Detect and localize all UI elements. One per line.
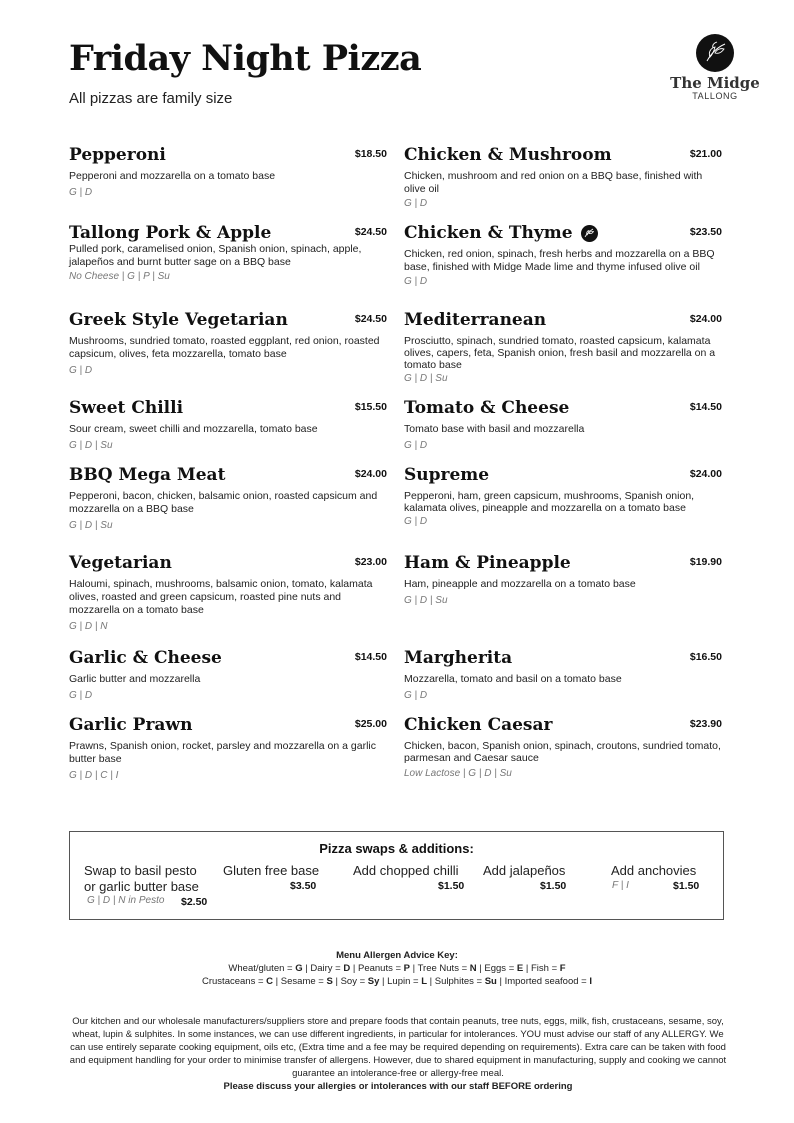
menu-item-price: $25.00 [354,718,387,730]
menu-item [69,145,387,199]
menu-item-price: $24.00 [354,468,387,480]
menu-item-name: Supreme [404,465,490,485]
allergen-code: E [516,963,524,974]
menu-item-name: Pepperoni [69,145,166,165]
menu-item-allergens: G | D | Su [69,520,113,531]
menu-item [69,553,387,633]
menu-item-name: Tallong Pork & Apple [69,223,272,243]
swap-allergens: G | D | N in Pesto [87,895,165,906]
allergen-label: | Lupin = [379,976,422,987]
allergen-code: Su [484,976,497,987]
allergen-code: G [295,963,303,974]
allergen-label: | Fish = [523,963,560,974]
menu-item-allergens: Low Lactose | G | D | Su [404,768,512,779]
swap-label: Add jalapeños [483,863,566,878]
menu-item-allergens: No Cheese | G | P | Su [69,271,170,282]
menu-item-price: $18.50 [354,148,387,160]
allergen-code: F [559,963,566,974]
menu-item-name: Chicken Caesar [404,715,553,735]
allergen-label: | Tree Nuts = [410,963,470,974]
menu-item-name: Sweet Chilli [69,398,184,418]
menu-item-description: Chicken, red onion, spinach, fresh herbs and mozzarella on a BBQ base, finished with Midge Made lime and thyme infused olive oil [404,248,715,273]
menu-item [69,398,387,452]
menu-item [69,648,387,702]
allergen-code: I [589,976,592,987]
allergen-label: | Peanuts = [350,963,404,974]
swap-label: Add chopped chilli [353,863,459,878]
swap-item [223,863,319,879]
menu-item [404,465,722,528]
menu-item [69,223,387,283]
menu-item-name: Garlic & Cheese [69,648,222,668]
allergen-label: | Dairy = [302,963,344,974]
allergen-key-line [0,975,794,988]
swap-label: Swap to basil pesto [84,863,197,878]
menu-item-allergens: G | D [69,365,93,376]
allergen-key-title: Menu Allergen Advice Key: [336,950,458,961]
allergen-key [0,949,794,988]
allergy-disclaimer [66,1015,730,1093]
swap-price: $3.50 [290,880,317,892]
menu-item-description: Pepperoni and mozzarella on a tomato base [69,170,276,182]
menu-item-name [404,223,598,243]
menu-item-name: Greek Style Vegetarian [69,310,288,330]
swap-item [84,863,199,895]
menu-item-allergens: G | D [69,690,93,701]
page-subtitle: All pizzas are family size [69,90,233,107]
menu-item-price: $14.50 [689,401,722,413]
menu-item [69,715,387,782]
menu-item-description: Garlic butter and mozzarella [69,673,201,685]
allergen-code: P [403,963,411,974]
allergen-code: S [326,976,333,987]
menu-item-price: $15.50 [354,401,387,413]
swap-price: $2.50 [181,896,208,908]
swap-price: $1.50 [673,880,700,892]
allergen-label: | Imported seafood = [496,976,590,987]
midge-leaf-icon [581,225,598,242]
allergen-code: N [469,963,477,974]
swap-item [353,863,459,879]
menu-item [404,145,722,210]
allergen-code: Sy [367,976,380,987]
swaps-box [69,831,724,920]
logo [668,34,762,101]
menu-item-price: $14.50 [354,651,387,663]
menu-item-price: $24.50 [354,226,387,238]
menu-item-name: Chicken & Mushroom [404,145,612,165]
menu-item-price: $23.00 [354,556,387,568]
menu-item-allergens: G | D [69,187,93,198]
menu-item-allergens: G | D [404,276,428,287]
midge-leaf-icon [696,34,734,72]
swap-label: Add anchovies [611,863,697,878]
menu-item-price: $24.00 [689,313,722,325]
menu-item-price: $21.00 [689,148,722,160]
menu-item-allergens: G | D | Su [404,595,448,606]
menu-item-description: Pulled pork, caramelised onion, Spanish onion, spinach, apple, jalapeños and burnt butter sage on a BBQ base [69,243,362,268]
allergen-label: Wheat/gluten = [228,963,296,974]
allergen-label: | Sesame = [273,976,327,987]
swap-label: or garlic butter base [84,879,199,894]
menu-item [404,648,722,702]
menu-item-description: Prawns, Spanish onion, rocket, parsley and mozzarella on a garlic butter base [69,740,376,765]
allergen-label: | Sulphites = [427,976,485,987]
allergen-label: Crustaceans = [202,976,267,987]
disclaimer-bold: Please discuss your allergies or intolerances with our staff BEFORE ordering [223,1081,573,1092]
menu-item-allergens: G | D | N [69,621,108,632]
menu-item-description: Chicken, bacon, Spanish onion, spinach, croutons, sundried tomato, parmesan and Caesar sauce [404,740,721,764]
swap-item [483,863,565,879]
swap-allergens: F | I [612,880,629,891]
menu-item-name: Ham & Pineapple [404,553,571,573]
menu-item [69,465,387,532]
menu-item-price: $16.50 [689,651,722,663]
menu-item-name: Margherita [404,648,513,668]
allergen-code: L [421,976,428,987]
menu-item-description: Sour cream, sweet chilli and mozzarella, tomato base [69,423,318,435]
menu-item-description: Chicken, mushroom and red onion on a BBQ base, finished with olive oil [404,170,703,195]
swap-price: $1.50 [438,880,465,892]
menu-item-allergens: G | D | Su [404,373,448,384]
page-title: Friday Night Pizza [69,38,422,79]
allergen-label: | Eggs = [476,963,517,974]
menu-item [69,310,387,377]
disclaimer-text: Our kitchen and our wholesale manufacturers/suppliers store and prepare foods that contain peanuts, tree nuts, eggs, milk, fish, crustaceans, sesame, soy, wheat, lupin & sulphites. In some instances, we can use different ingredients, in particular for intolerances. YOU must advise our staff of any ALLERGY. We can use entirely separate cooking equipment, oils etc, (Extra time and a fee may be required depending on requirements). Extra care can be taken with food and equipment handling for your order to minimise transfer of allergens. However, due to shared equipment in manufacturing, supply and cooking we cannot guarantee an intolerance-free or allergy-free meal. [69,1016,727,1079]
menu-item [404,398,722,452]
menu-item-name: Mediterranean [404,310,547,330]
menu-item-name: Garlic Prawn [69,715,193,735]
allergen-label: | Soy = [332,976,368,987]
logo-location: TALLONG [692,91,738,101]
menu-item-description: Mozzarella, tomato and basil on a tomato base [404,673,622,685]
menu-item-description: Pepperoni, bacon, chicken, balsamic onion, roasted capsicum and mozzarella on a BBQ base [69,490,378,515]
menu-item-allergens: G | D [404,690,428,701]
allergen-key-line [0,962,794,975]
swaps-title: Pizza swaps & additions: [319,841,474,856]
swap-label: Gluten free base [223,863,320,878]
menu-item-description: Ham, pineapple and mozzarella on a tomato base [404,578,636,590]
menu-item-description: Prosciutto, spinach, sundried tomato, roasted capsicum, kalamata olives, capers, feta, Spanish onion, fresh basil and mozzarella on a tomato base [404,335,716,371]
menu-item [404,310,722,385]
menu-item-name: BBQ Mega Meat [69,465,226,485]
menu-item-price: $23.50 [689,226,722,238]
menu-item-description: Haloumi, spinach, mushrooms, balsamic onion, tomato, kalamata olives, roasted and green capsicum, roasted pine nuts and mozzarella on a tomato base [69,578,373,616]
menu-item [404,715,722,780]
swap-price: $1.50 [540,880,567,892]
menu-item-allergens: G | D | Su [69,440,113,451]
menu-item-price: $24.00 [689,468,722,480]
menu-item-allergens: G | D [404,198,428,209]
menu-item-name: Vegetarian [69,553,172,573]
logo-name: The Midge [670,74,760,92]
menu-item [404,223,722,288]
menu-item-price: $24.50 [354,313,387,325]
menu-item-description: Tomato base with basil and mozzarella [404,423,585,435]
menu-item-price: $23.90 [689,718,722,730]
menu-item-description: Mushrooms, sundried tomato, roasted eggplant, red onion, roasted capsicum, olives, feta mozzarella, tomato base [69,335,380,360]
menu-item-name-text: Chicken & Thyme [404,223,573,243]
allergen-code: C [266,976,274,987]
menu-item [404,553,722,607]
allergen-code: D [343,963,351,974]
menu-item-price: $19.90 [689,556,722,568]
menu-item-allergens: G | D [404,440,428,451]
menu-item-name: Tomato & Cheese [404,398,570,418]
menu-item-description: Pepperoni, ham, green capsicum, mushrooms, Spanish onion, kalamata olives, pineapple and mozzarella on a tomato base [404,490,695,514]
menu-item-allergens: G | D [404,516,428,527]
menu-item-allergens: G | D | C | I [69,770,119,781]
swap-item [611,863,696,879]
